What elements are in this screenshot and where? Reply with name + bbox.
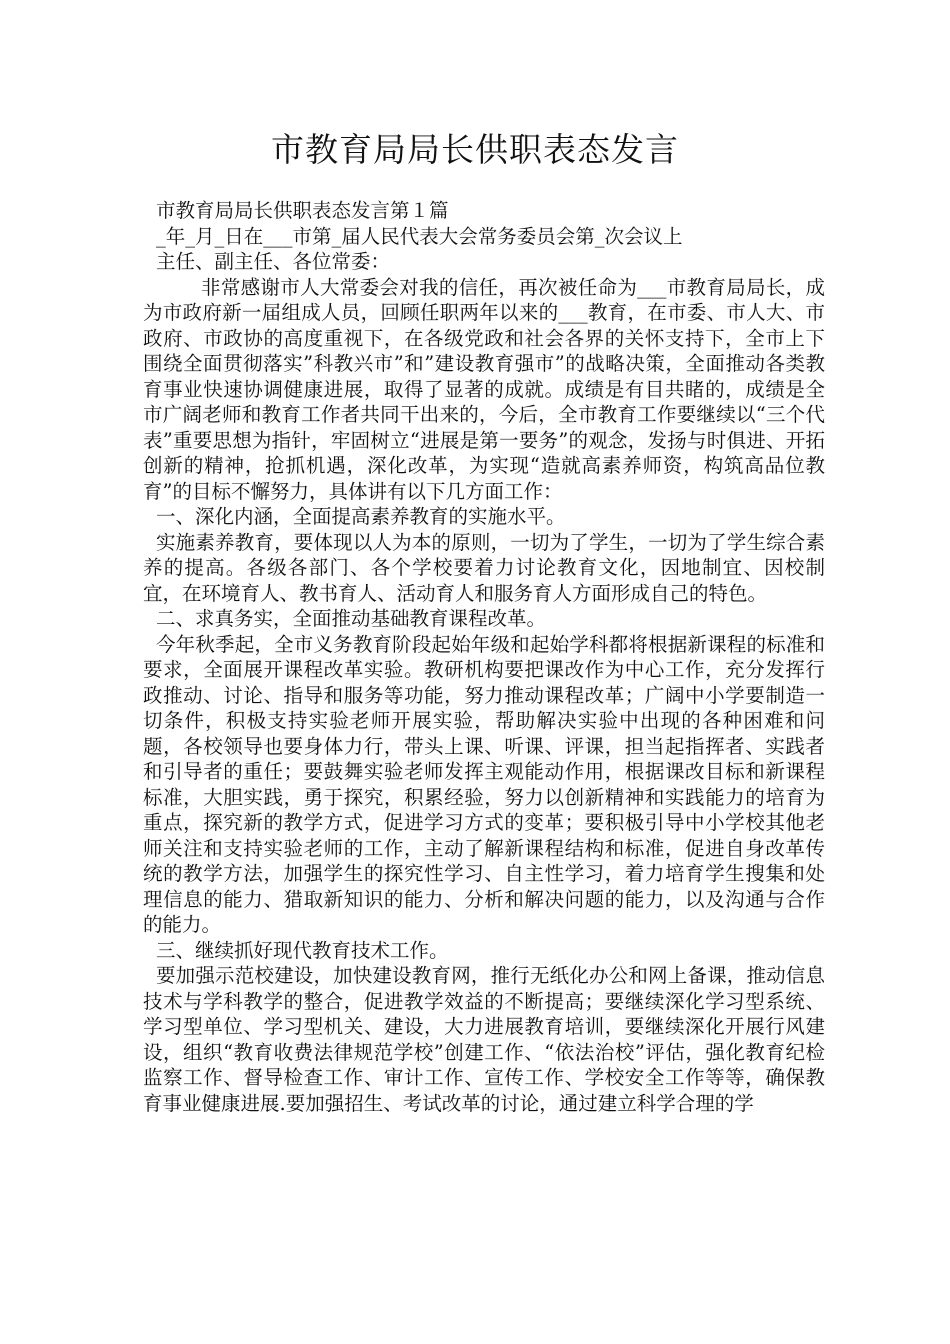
section-heading-2: 二、求真务实，全面推动基础教育课程改革。 [156,607,547,630]
section-heading-3: 三、继续抓好现代教育技术工作。 [156,938,449,962]
paragraph-intro: 非常感谢市人大常委会对我的信任，再次被任命为___市教育局局长，成为市政府新一届组成人员，回顾任职两年以来的___教育，在市委、市人大、市政府、市政协的高度重视下，在各级党政和社会各界的关怀支持下，全市上下围绕全面贯彻落实”科教兴市”和”建设教育强市”的战略决策，全面推动各类教育事业快速协调健康进展，取得了显著的成就。成绩是有目共睹的，成绩是全市广阔老师和教育工作者共同干出来的，今后，全市教育工作要继续以“三个代表”重要思想为指针，牢固树立“进展是第一要务”的观念，发扬与时俱进、开拓创新的精神，抢抓机遇，深化改革，为实现“造就高素养师资，构筑高品位教育”的目标不懈努力，具体讲有以下几方面工作： [143,275,825,503]
document-body [143,198,825,1116]
meeting-line: _年_月_日在___市第_届人民代表大会常务委员会第_次会议上 [156,224,683,248]
document-subtitle: 市教育局局长供职表态发言第１篇 [156,199,449,222]
salutation: 主任、副主任、各位常委： [156,250,391,273]
document-title: 市教育局局长供职表态发言 [271,130,679,169]
paragraph-section-1: 实施素养教育，要体现以人为本的原则，一切为了学生，一切为了学生综合素养的提高。各级各部门、各个学校要着力讨论教育文化，因地制宜、因校制宜，在环境育人、教书育人、活动育人和服务育人方面形成自己的特色。 [143,530,825,605]
paragraph-section-2: 今年秋季起，全市义务教育阶段起始年级和起始学科都将根据新课程的标准和要求，全面展开课程改革实验。教研机构要把课改作为中心工作，充分发挥行政推动、讨论、指导和服务等功能，努力推动课程改革；广阔中小学要制造一切条件，积极支持实验老师开展实验，帮助解决实验中出现的各种困难和问题，各校领导也要身体力行，带头上课、听课、评课，担当起指挥者、实践者和引导者的重任；要鼓舞实验老师发挥主观能动作用，根据课改目标和新课程标准，大胆实践，勇于探究，积累经验，努力以创新精神和实践能力的培育为重点，探究新的教学方式，促进学习方式的变革；要积极引导中小学校其他老师关注和支持实验老师的工作，主动了解新课程结构和标准，促进自身改革传统的教学方法，加强学生的探究性学习、自主性学习，着力培育学生搜集和处理信息的能力、猎取新知识的能力、分析和解决问题的能力，以及沟通与合作的能力。 [143,632,825,936]
section-heading-1: 一、深化内涵，全面提高素养教育的实施水平。 [156,505,566,528]
paragraph-section-3: 要加强示范校建设，加快建设教育网，推行无纸化办公和网上备课，推动信息技术与学科教学的整合，促进教学效益的不断提高；要继续深化学习型系统、学习型单位、学习型机关、建设，大力进展教育培训，要继续深化开展行风建设，组织“教育收费法律规范学校”创建工作、“依法治校”评估，强化教育纪检监察工作、督导检查工作、审计工作、宣传工作、学校安全工作等等，确保教育事业健康进展.要加强招生、考试改革的讨论，通过建立科学合理的学 [143,964,825,1115]
